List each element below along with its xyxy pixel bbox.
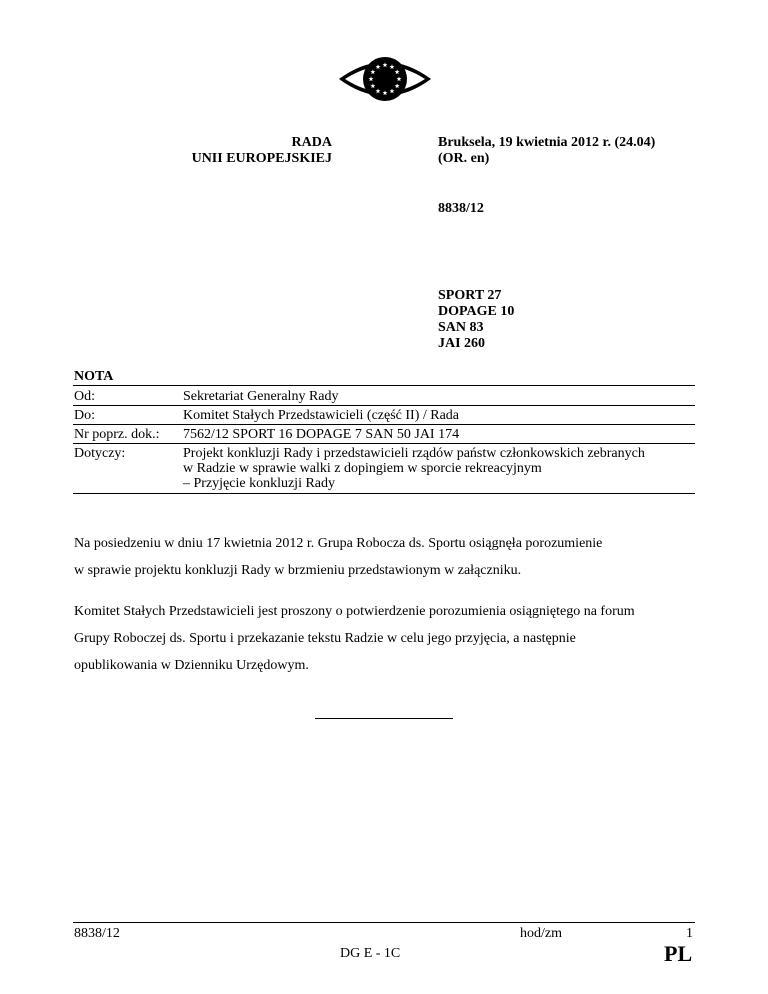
paragraph-line: opublikowania w Dzienniku Urzędowym. [74,658,309,673]
meta-key: Do: [74,408,95,423]
meta-value: 7562/12 SPORT 16 DOPAGE 7 SAN 50 JAI 174 [183,427,460,442]
footer-initials: hod/zm [520,926,562,941]
subject-codes [438,288,514,352]
subject-code: JAI 260 [438,336,486,351]
meta-value-multiline [183,446,697,491]
end-rule [315,718,453,719]
meta-value: Komitet Stałych Przedstawicieli (część II) / Rada [183,408,460,423]
divider [73,424,695,425]
paragraph-line: Komitet Stałych Przedstawicieli jest proszony o potwierdzenie porozumienia osiągniętego na forum [74,604,635,619]
meta-key: Nr poprz. dok.: [74,427,160,442]
divider [73,385,695,386]
footer-language: PL [664,941,693,966]
divider [73,405,695,406]
document-number: 8838/12 [438,201,484,216]
note-title: NOTA [74,369,114,384]
subject-line: Projekt konkluzji Rady i przedstawicieli rządów państw członkowskich zebranych [183,446,645,461]
paragraph-line: Na posiedzeniu w dniu 17 kwietnia 2012 r. Grupa Robocza ds. Sportu osiągnęła porozumienie [74,536,603,551]
subject-code: SPORT 27 [438,288,502,303]
meta-key: Od: [74,389,95,404]
footer-divider [73,922,695,923]
footer-page-number: 1 [686,926,693,941]
original-language: (OR. en) [438,151,490,166]
council-name-line2: UNII EUROPEJSKIEJ [191,151,332,166]
paragraph-2 [74,598,704,679]
eu-council-emblem-icon [336,52,434,106]
paragraph-line: w sprawie projektu konkluzji Rady w brzmieniu przedstawionym w załączniku. [74,563,522,578]
subject-line: w Radzie w sprawie walki z dopingiem w sporcie rekreacyjnym [183,461,542,476]
footer-doc-number: 8838/12 [74,926,120,941]
divider [73,493,695,494]
subject-code: SAN 83 [438,320,484,335]
paragraph-line: Grupy Roboczej ds. Sportu i przekazanie tekstu Radzie w celu jego przyjęcia, a następnie [74,631,576,646]
subject-line: – Przyjęcie konkluzji Rady [183,476,336,491]
council-name-line1: RADA [291,135,332,150]
date-line: Bruksela, 19 kwietnia 2012 r. (24.04) [438,135,656,150]
footer-dg: DG E - 1C [340,946,401,961]
paragraph-1 [74,530,704,584]
subject-code: DOPAGE 10 [438,304,515,319]
meta-key: Dotyczy: [74,446,126,461]
divider [73,443,695,444]
meta-value: Sekretariat Generalny Rady [183,389,339,404]
date-block [438,135,655,167]
council-name [140,135,332,167]
